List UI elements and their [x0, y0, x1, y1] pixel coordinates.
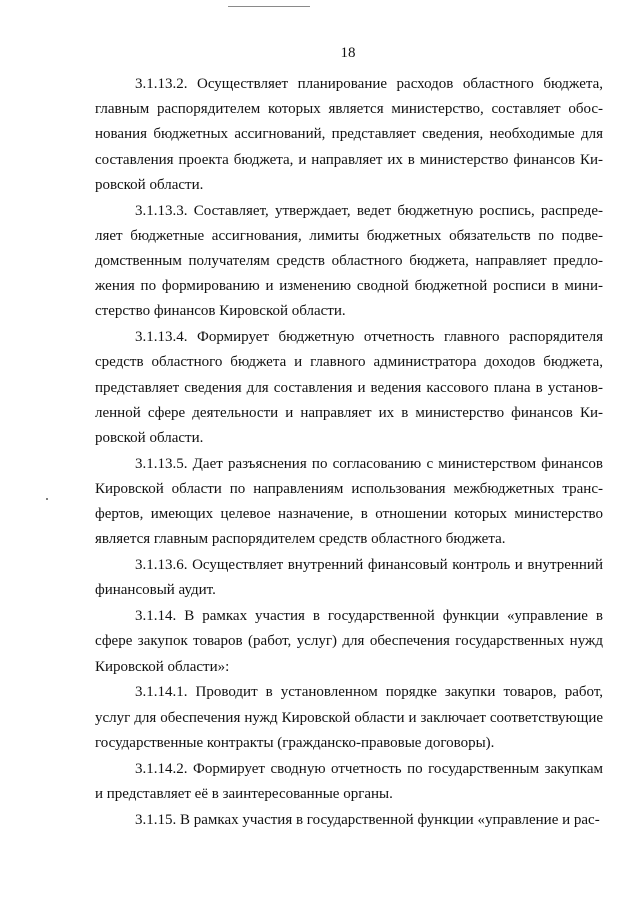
paragraph-3-1-14-2: 3.1.14.2. Формирует сводную отчетность по государственным закупкам и представляет её в заинтересованные органы. [95, 760, 603, 802]
scan-top-rule [228, 6, 310, 7]
paragraph-3-1-14-1: 3.1.14.1. Проводит в установленном порядке закупки товаров, работ, услуг для обеспечения нужд Кировской области и заключает соответствующие государственные контракты (гражданско-правовые договоры). [95, 684, 603, 751]
paragraph-3-1-13-6: 3.1.13.6. Осуществляет внутренний финансовый контроль и внутренний финансовый аудит. [95, 557, 603, 599]
paragraph-3-1-13-5: 3.1.13.5. Дает разъяснения по согласованию с министерством финансов Кировской области по направлениям использования межбюджетных трансфертов, имеющих целевое назначение, в отношении которых министерство является главным распорядителем средств областного бюджета. [95, 455, 603, 548]
page-number: 18 [340, 45, 356, 61]
paragraph-3-1-14: 3.1.14. В рамках участия в государственной функции «управление в сфере закупок товаров (работ, услуг) для обеспечения государственных нужд Кировской области»: [95, 608, 603, 675]
document-body [95, 72, 603, 833]
paragraph-3-1-13-2: 3.1.13.2. Осуществляет планирование расходов областного бюджета, главным распорядителем которых является министерство, составляет обоснования бюджетных ассигнований, представляет сведения, необходимые для составления проекта бюджета, и направляет их в министерство финансов Кировской области. [95, 76, 603, 193]
paragraph-3-1-13-3: 3.1.13.3. Составляет, утверждает, ведет бюджетную роспись, распределяет бюджетные ассигнования, лимиты бюджетных обязательств по подведомственным получателям средств областного бюджета, направляет предложения по формированию и изменению сводной бюджетной росписи в министерство финансов Кировской области. [95, 202, 603, 320]
paragraph-3-1-13-4: 3.1.13.4. Формирует бюджетную отчетность главного распорядителя средств областного бюджета и главного администратора доходов бюджета, представляет сведения для составления и ведения кассового плана в установленной сфере деятельности и направляет их в министерство финансов Кировской области. [95, 329, 603, 447]
scan-speck [46, 498, 48, 500]
paragraph-3-1-15: 3.1.15. В рамках участия в государственной функции «управление и рас- [135, 811, 600, 828]
